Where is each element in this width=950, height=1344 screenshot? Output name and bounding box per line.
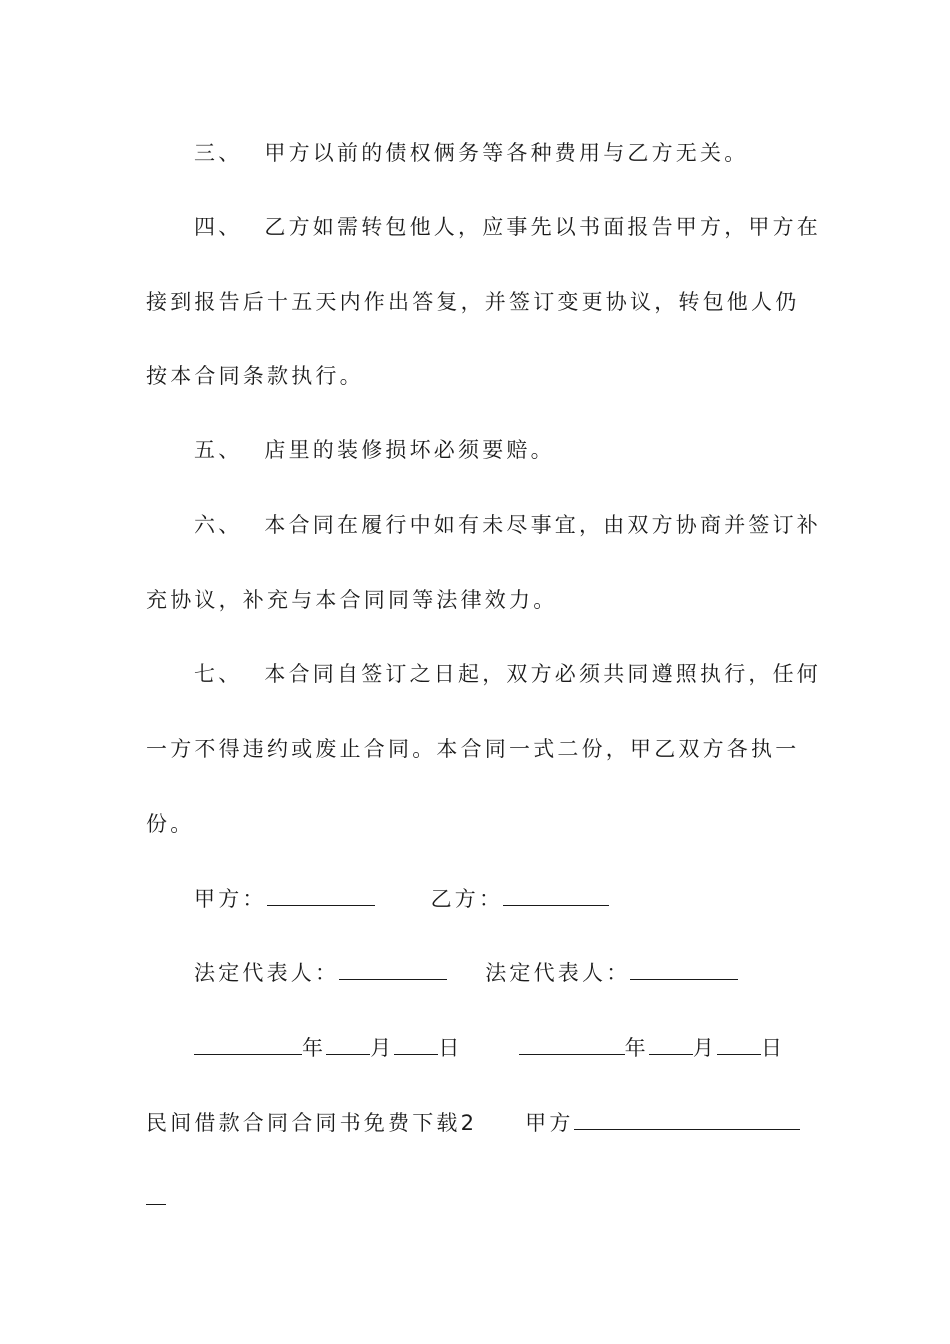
date-b-year-label: 年 (624, 1036, 649, 1060)
party-b-blank (503, 885, 609, 906)
date-b-month-blank (649, 1034, 693, 1055)
party-b-label: 乙方： (430, 887, 504, 911)
clause-4-line-1 (194, 212, 854, 242)
clause-5-text: 店里的装修损坏必须要赔。 (264, 438, 555, 462)
clause-3 (194, 138, 854, 168)
rep-a-blank (339, 959, 447, 980)
clause-6-text-1: 本合同在履行中如有未尽事宜，由双方协商并签订补 (264, 513, 822, 537)
next-document-title: 民间借款合同合同书免费下载2 (146, 1111, 478, 1135)
clause-7-text-1: 本合同自签订之日起，双方必须共同遵照执行，任何 (264, 662, 822, 686)
date-a-year-label: 年 (302, 1036, 327, 1060)
clause-4-line-3: 按本合同条款执行。 (146, 364, 364, 388)
next-document-blank-continued (146, 1183, 806, 1213)
clause-6-line-2: 充协议，补充与本合同同等法律效力。 (146, 588, 558, 612)
date-a-day-label: 日 (438, 1036, 463, 1060)
signature-dates (194, 1033, 854, 1063)
date-a-day-blank (394, 1034, 438, 1055)
signature-parties (194, 884, 854, 914)
date-b-day-blank (717, 1034, 761, 1055)
signature-representatives (194, 958, 854, 988)
date-b-day-label: 日 (761, 1036, 786, 1060)
date-b-year-blank (519, 1034, 625, 1055)
clause-7-line-1 (194, 659, 854, 689)
party-a-label: 甲方： (194, 887, 267, 911)
clause-3-text: 甲方以前的债权俩务等各种费用与乙方无关。 (264, 141, 749, 165)
rep-b-blank (630, 959, 738, 980)
clause-5-number: 五、 (194, 438, 243, 462)
clause-4-text-1: 乙方如需转包他人，应事先以书面报告甲方，甲方在 (264, 215, 822, 239)
continued-blank (146, 1184, 166, 1205)
next-document-heading (146, 1108, 806, 1138)
rep-a-label: 法定代表人： (194, 961, 340, 985)
clause-3-number: 三、 (194, 141, 243, 165)
clause-6-line-1 (194, 510, 854, 540)
clause-7-line-3: 份。 (146, 812, 195, 836)
rep-b-label: 法定代表人： (485, 961, 631, 985)
party-a-blank (267, 885, 375, 906)
date-a-month-blank (326, 1034, 370, 1055)
date-a-month-label: 月 (370, 1036, 395, 1060)
date-a-year-blank (194, 1034, 302, 1055)
next-document-party-label: 甲方 (525, 1111, 574, 1135)
next-document-party-blank (574, 1109, 800, 1130)
clause-4-number: 四、 (194, 215, 243, 239)
clause-7-number: 七、 (194, 662, 243, 686)
clause-7-line-2: 一方不得违约或废止合同。本合同一式二份，甲乙双方各执一 (146, 737, 800, 761)
date-b-month-label: 月 (692, 1036, 718, 1060)
clause-5 (194, 435, 854, 465)
clause-6-number: 六、 (194, 513, 243, 537)
clause-4-line-2: 接到报告后十五天内作出答复，并签订变更协议，转包他人仍 (146, 290, 800, 314)
